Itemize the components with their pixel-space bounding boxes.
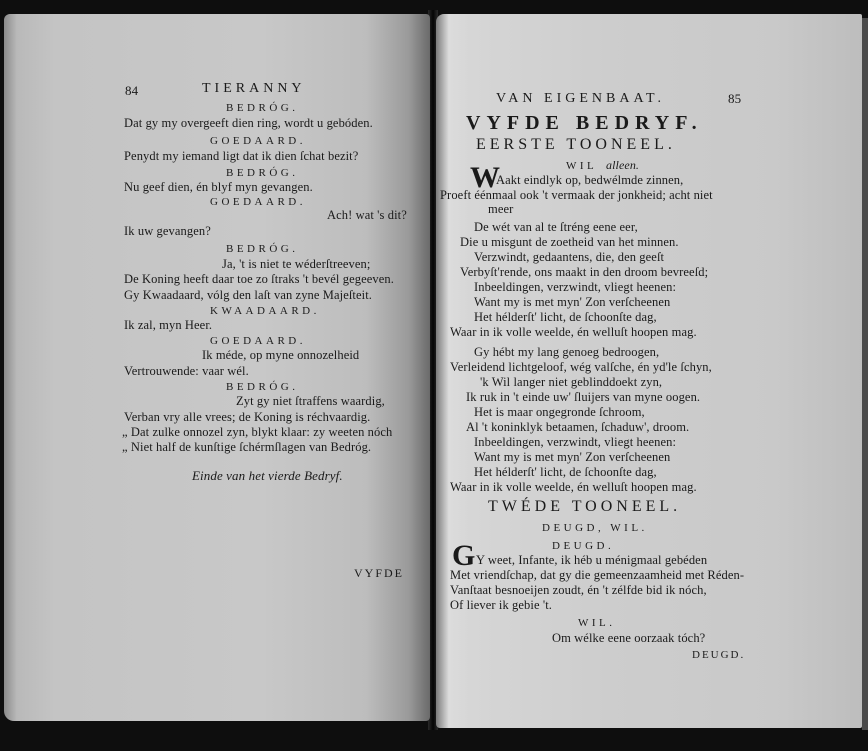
verse-line: Het hélderſt' licht, de ſchoonſte dag, — [474, 310, 657, 324]
verse-line: „ Dat zulke onnozel zyn, blykt klaar: zy weeten nóch — [122, 425, 393, 439]
speaker: WIL — [566, 160, 598, 172]
verse-line: meer — [488, 202, 514, 216]
verse-line: Inbeeldingen, verzwindt, vliegt heenen: — [474, 280, 677, 294]
verse-line: Die u misgunt de zoetheid van het minnen. — [460, 235, 679, 249]
verse-line: Y weet, Infante, ik héb u ménigmaal gebéden — [476, 553, 708, 567]
catchword: VYFDE — [354, 566, 405, 580]
catchword: DEUGD. — [692, 649, 746, 661]
verse-line: Vertrouwende: vaar wél. — [124, 364, 249, 378]
right-page — [436, 14, 862, 728]
scene-title: TWÉDE TOONEEL. — [488, 498, 682, 515]
verse-line: „ Niet half de kunſtige ſchérmſlagen van Bedróg. — [122, 440, 372, 454]
verse-line: Ja, 't is niet te wéderſtreeven; — [222, 257, 371, 271]
verse-line: Met vriendſchap, dat gy die gemeenzaamheid met Réden- — [450, 568, 745, 582]
verse-line: Al 't koninklyk betaamen, ſchaduw', droom. — [466, 420, 690, 434]
verse-line: Het is maar ongegronde ſchroom, — [474, 405, 645, 419]
verse-line: Verleidend lichtgeloof, wég valſche, én yd'le ſchyn, — [450, 360, 712, 374]
verse-line: Ik méde, op myne onnozelheid — [202, 348, 360, 362]
verse-line: Ik zal, myn Heer. — [124, 318, 213, 332]
verse-line: Verbyſt'rende, ons maakt in den droom bevreeſd; — [460, 265, 709, 279]
speaker: BEDRÓG. — [226, 381, 299, 393]
verse-line: Penydt my iemand ligt dat ik dien ſchat bezit? — [124, 149, 359, 163]
speaker: BEDRÓG. — [226, 243, 299, 255]
verse-line: Waar in ik volle weelde, én welluſt hoopen mag. — [450, 480, 697, 494]
drop-cap: G — [452, 539, 476, 572]
verse-line: Om wélke eene oorzaak tóch? — [552, 631, 706, 645]
verse-line: Gy Kwaadaard, vólg den laſt van zyne Majeſteit. — [124, 288, 373, 302]
verse-line: Vanſtaat besnoeijen zoudt, én 't zélfde bid ik nóch, — [450, 583, 707, 597]
verse-line: Waar in ik volle weelde, én welluſt hoopen mag. — [450, 325, 697, 339]
speaker: WIL. — [578, 617, 616, 629]
verse-line: Verban vry alle vrees; de Koning is réchvaardig. — [124, 410, 371, 424]
verse-line: Ik ruk in 't einde uw' ſluijers van myne oogen. — [466, 390, 701, 404]
verse-line: Gy hébt my lang genoeg bedroogen, — [474, 345, 660, 359]
speaker: BEDRÓG. — [226, 167, 299, 179]
verse-line: Of liever ik gebie 't. — [450, 598, 552, 612]
speaker: GOEDAARD. — [210, 135, 306, 147]
verse-line: Zyt gy niet ſtraffens waardig, — [236, 394, 385, 408]
speaker: DEUGD. — [552, 540, 615, 552]
verse-line: Nu geef dien, én blyf myn gevangen. — [124, 180, 313, 194]
verse-line: 'k Wil langer niet geblinddoekt zyn, — [480, 375, 663, 389]
running-head: TIERANNY — [202, 81, 306, 96]
verse-line: Ach! wat 's dit? — [327, 208, 407, 222]
verse-line: Verzwindt, gedaantens, die, den geeſt — [474, 250, 665, 264]
verse-line: De Koning heeft daar toe zo ſtraks 't bevél gegeeven. — [124, 272, 394, 286]
speaker: GOEDAARD. — [210, 335, 306, 347]
drop-cap: W — [470, 161, 501, 194]
speaker: GOEDAARD. — [210, 196, 306, 208]
verse-line: Aakt eindlyk op, bedwélmde zinnen, — [496, 173, 684, 187]
verse-line: De wét van al te ſtréng eene eer, — [474, 220, 638, 234]
speaker: BEDRÓG. — [226, 102, 299, 114]
verse-line: Proeft éénmaal ook 't vermaak der jonkheid; acht niet — [440, 188, 713, 202]
page-number: 85 — [728, 91, 742, 106]
verse-line: Inbeeldingen, verzwindt, vliegt heenen: — [474, 435, 677, 449]
end-of-act-note: Einde van het vierde Bedryf. — [192, 468, 343, 483]
verse-line: Want my is met myn' Zon verſcheenen — [474, 450, 671, 464]
page-edge — [862, 18, 868, 730]
verse-line: Het hélderſt' licht, de ſchoonſte dag, — [474, 465, 657, 479]
scene-title: EERSTE TOONEEL. — [476, 136, 676, 153]
running-head: VAN EIGENBAAT. — [496, 91, 666, 106]
page-number: 84 — [125, 83, 139, 98]
verse-line: Dat gy my overgeeft dien ring, wordt u gebóden. — [124, 116, 373, 130]
verse-line: Want my is met myn' Zon verſcheenen — [474, 295, 671, 309]
act-title: VYFDE BEDRYF. — [466, 112, 703, 134]
speaker: KWAADAARD. — [210, 305, 320, 317]
left-page — [4, 14, 430, 721]
scene-cast: DEUGD, WIL. — [542, 522, 648, 534]
verse-line: Ik uw gevangen? — [124, 224, 211, 238]
stage-direction: alleen. — [606, 158, 640, 172]
